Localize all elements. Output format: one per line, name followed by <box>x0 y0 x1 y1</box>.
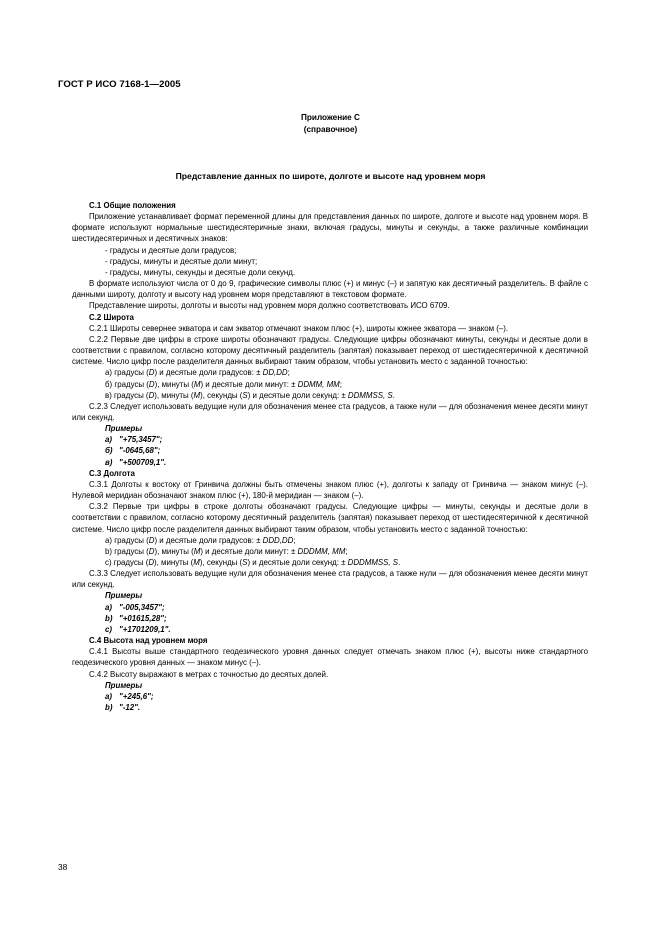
example-value: "+1701209,1". <box>119 624 171 634</box>
list-item: - градусы, минуты, секунды и десятые доли секунд. <box>105 267 296 277</box>
list-item <box>72 379 588 390</box>
list-item: - градусы и десятые доли градусов; <box>105 245 237 255</box>
page-number: 38 <box>58 862 68 872</box>
example-label: а) <box>105 691 113 701</box>
example-item <box>72 624 588 635</box>
example-label: в) <box>105 457 113 467</box>
example-label: а) <box>105 435 113 445</box>
variable-symbol: S <box>242 390 248 400</box>
example-value: "-0645,68"; <box>119 446 161 456</box>
section-heading-c2: С.2 Широта <box>89 312 134 322</box>
list-item: - градусы, минуты и десятые доли минут; <box>105 256 258 266</box>
list-item <box>72 367 588 378</box>
variable-symbol: DDMMSS, S <box>347 390 393 400</box>
paragraph-c2-2: С.2.2 Первые две цифры в строке широты обозначают градусы. Следующие цифры обозначают минуты, секунды и десятые доли в соответствии с правилом, согласно которому десятичный разделитель (запятая) показывает переход от шестидесятеричной к десятичной системе. Число цифр после разделителя данных выбирают таким образом, чтобы установить место с заданной точностью: <box>72 334 588 367</box>
list-item-text: ), секунды ( <box>199 558 243 567</box>
running-head: ГОСТ Р ИСО 7168-1—2005 <box>58 79 181 90</box>
variable-symbol: M <box>193 546 201 556</box>
example-item <box>72 702 588 713</box>
paragraph-c3-1: С.3.1 Долготы к востоку от Гринвича должны быть отмечены знаком плюс (+), долготы к западу от Гринвича — знаком минус (–). Нулевой меридиан обозначают знаком плюс (+), 180-й меридиан — знаком (–). <box>72 479 588 501</box>
list-item-text: ; <box>293 535 296 545</box>
list-item-text: ), минуты ( <box>154 558 194 567</box>
variable-symbol: D <box>148 535 155 545</box>
list-item-text: а) градусы ( <box>105 368 149 378</box>
examples-heading: Примеры <box>105 680 143 690</box>
example-value: "-005,3457"; <box>119 602 165 612</box>
variable-symbol: M <box>193 558 200 567</box>
variable-symbol: D <box>148 390 155 400</box>
example-value: "+500709,1". <box>119 457 167 467</box>
variable-symbol: D <box>148 558 155 567</box>
examples-heading: Примеры <box>105 424 143 434</box>
example-label: б) <box>105 446 113 456</box>
variable-symbol: M <box>193 379 201 389</box>
list-item-text: ), минуты ( <box>154 546 194 556</box>
example-label: a) <box>105 602 113 612</box>
variable-symbol: M <box>193 390 201 400</box>
list-item-text: ; <box>287 368 290 378</box>
list-item <box>72 390 588 401</box>
variable-symbol: D <box>148 379 155 389</box>
list-item-text: ), минуты ( <box>154 379 194 389</box>
example-value: "+75,3457"; <box>119 435 163 445</box>
paragraph-c4-1: С.4.1 Высоты выше стандартного геодезического уровня данных следует отмечать знаком плюс (+), высоты ниже стандартного геодезического уровня данных — знаком минус (–). <box>72 647 588 668</box>
paragraph-c2-3: С.2.3 Следует использовать ведущие нули для обозначения менее ста градусов, а также нули — для обозначения менее десяти минут или секунд. <box>72 401 588 422</box>
list-item-text: б) градусы ( <box>105 379 149 389</box>
variable-symbol: DD,DD <box>262 368 288 378</box>
variable-symbol: S <box>242 558 248 567</box>
list-item-text: ) и десятые доли градусов: ± <box>154 368 263 378</box>
list-item-text: в) градусы ( <box>105 390 149 400</box>
section-heading-c3: С.3 Долгота <box>89 468 135 478</box>
variable-symbol: DDDMMSS, S <box>347 558 399 567</box>
list-item-text: ) и десятые доли градусов: ± <box>154 535 263 545</box>
variable-symbol: D <box>148 368 155 378</box>
paragraph-c4-2: С.4.2 Высоту выражают в метрах с точностью до десятых долей. <box>89 669 329 679</box>
list-item-text: b) градусы ( <box>105 546 149 556</box>
example-label: b) <box>105 613 113 623</box>
section-heading-c4: С.4 Высота над уровнем моря <box>89 636 208 646</box>
example-item <box>72 613 588 624</box>
variable-symbol: DDMM, MM <box>297 379 340 389</box>
variable-symbol: D <box>148 546 155 556</box>
paragraph-c3-3: С.3.3 Следует использовать ведущие нули для обозначения менее ста градусов, а также нули — для обозначения менее десяти минут или секунд. <box>72 569 588 590</box>
example-label: b) <box>105 703 113 713</box>
example-item <box>72 602 588 613</box>
list-item-text: ), минуты ( <box>154 390 194 400</box>
example-item <box>72 691 588 702</box>
paragraph-c1-format: В формате используют числа от 0 до 9, графические символы плюс (+) и минус (–) и запятую как десятичный разделитель. В файле с данными широту, долготу и высоту над уровнем моря представляют в текстовом формате. <box>72 279 588 300</box>
paragraph-c3-2: С.3.2 Первые три цифры в строке долготы обозначают градусы. Следующие цифры — минуты, секунды и десятые доли в соответствии с правилом, согласно которому десятичный разделитель (запятая) показывает переход от шестидесятеричной к десятичной системе. Число цифр после разделителя данных выбирают таким образом, чтобы установить место с заданной точностью: <box>72 502 588 534</box>
list-item-text: ) и десятые доли минут: ± <box>200 379 298 389</box>
examples-heading: Примеры <box>105 591 143 601</box>
variable-symbol: DDDMM, MM <box>297 546 346 556</box>
paragraph-c1-iso-ref: Представление широты, долготы и высоты над уровнем моря должно соответствовать ИСО 6709. <box>89 301 450 311</box>
annex-caption <box>0 112 661 135</box>
list-item-text: c) градусы ( <box>105 558 149 567</box>
list-item-text: a) градусы ( <box>105 535 149 545</box>
annex-caption-subtitle: (справочное) <box>303 124 358 134</box>
example-value: "+245,6"; <box>119 691 154 701</box>
variable-symbol: DDD,DD <box>262 535 294 545</box>
example-label: c) <box>105 624 113 634</box>
example-value: "+01615,28"; <box>119 613 167 623</box>
document-body <box>72 200 588 713</box>
annex-caption-title: Приложение С <box>301 113 360 122</box>
list-item-text: ), секунды ( <box>200 390 243 400</box>
list-item-text: ) и десятые доли секунд: ± <box>247 390 348 400</box>
example-item <box>72 457 588 468</box>
section-heading-c1: С.1 Общие положения <box>89 201 176 210</box>
list-item-text: ; <box>339 379 342 389</box>
annex-title: Представление данных по широте, долготе и высоте над уровнем моря <box>175 171 486 181</box>
paragraph-c1-intro: Приложение устанавливает формат переменной длины для представления данных по широте, долготе и высоте над уровнем моря. В формате используют нормальные шестидесятеричные знаки, включая градусы, минуты и секунды, а также различные комбинации шестидесятеричных и десятичных знаков: <box>72 212 588 244</box>
list-item <box>72 535 588 546</box>
list-item-text: . <box>398 558 401 567</box>
list-item-text: ) и десятые доли минут: ± <box>200 546 298 556</box>
list-item <box>72 546 588 557</box>
list-item <box>72 557 588 568</box>
paragraph-c2-1: С.2.1 Широты севернее экватора и сам экватор отмечают знаком плюс (+), широты южнее экватора — знаком (–). <box>89 323 509 333</box>
list-item-text: . <box>392 390 395 400</box>
list-item-text: ) и десятые доли секунд: ± <box>247 558 348 567</box>
example-value: "-12". <box>119 703 141 713</box>
example-item <box>72 445 588 456</box>
example-item <box>72 434 588 445</box>
list-item-text: ; <box>345 546 348 556</box>
